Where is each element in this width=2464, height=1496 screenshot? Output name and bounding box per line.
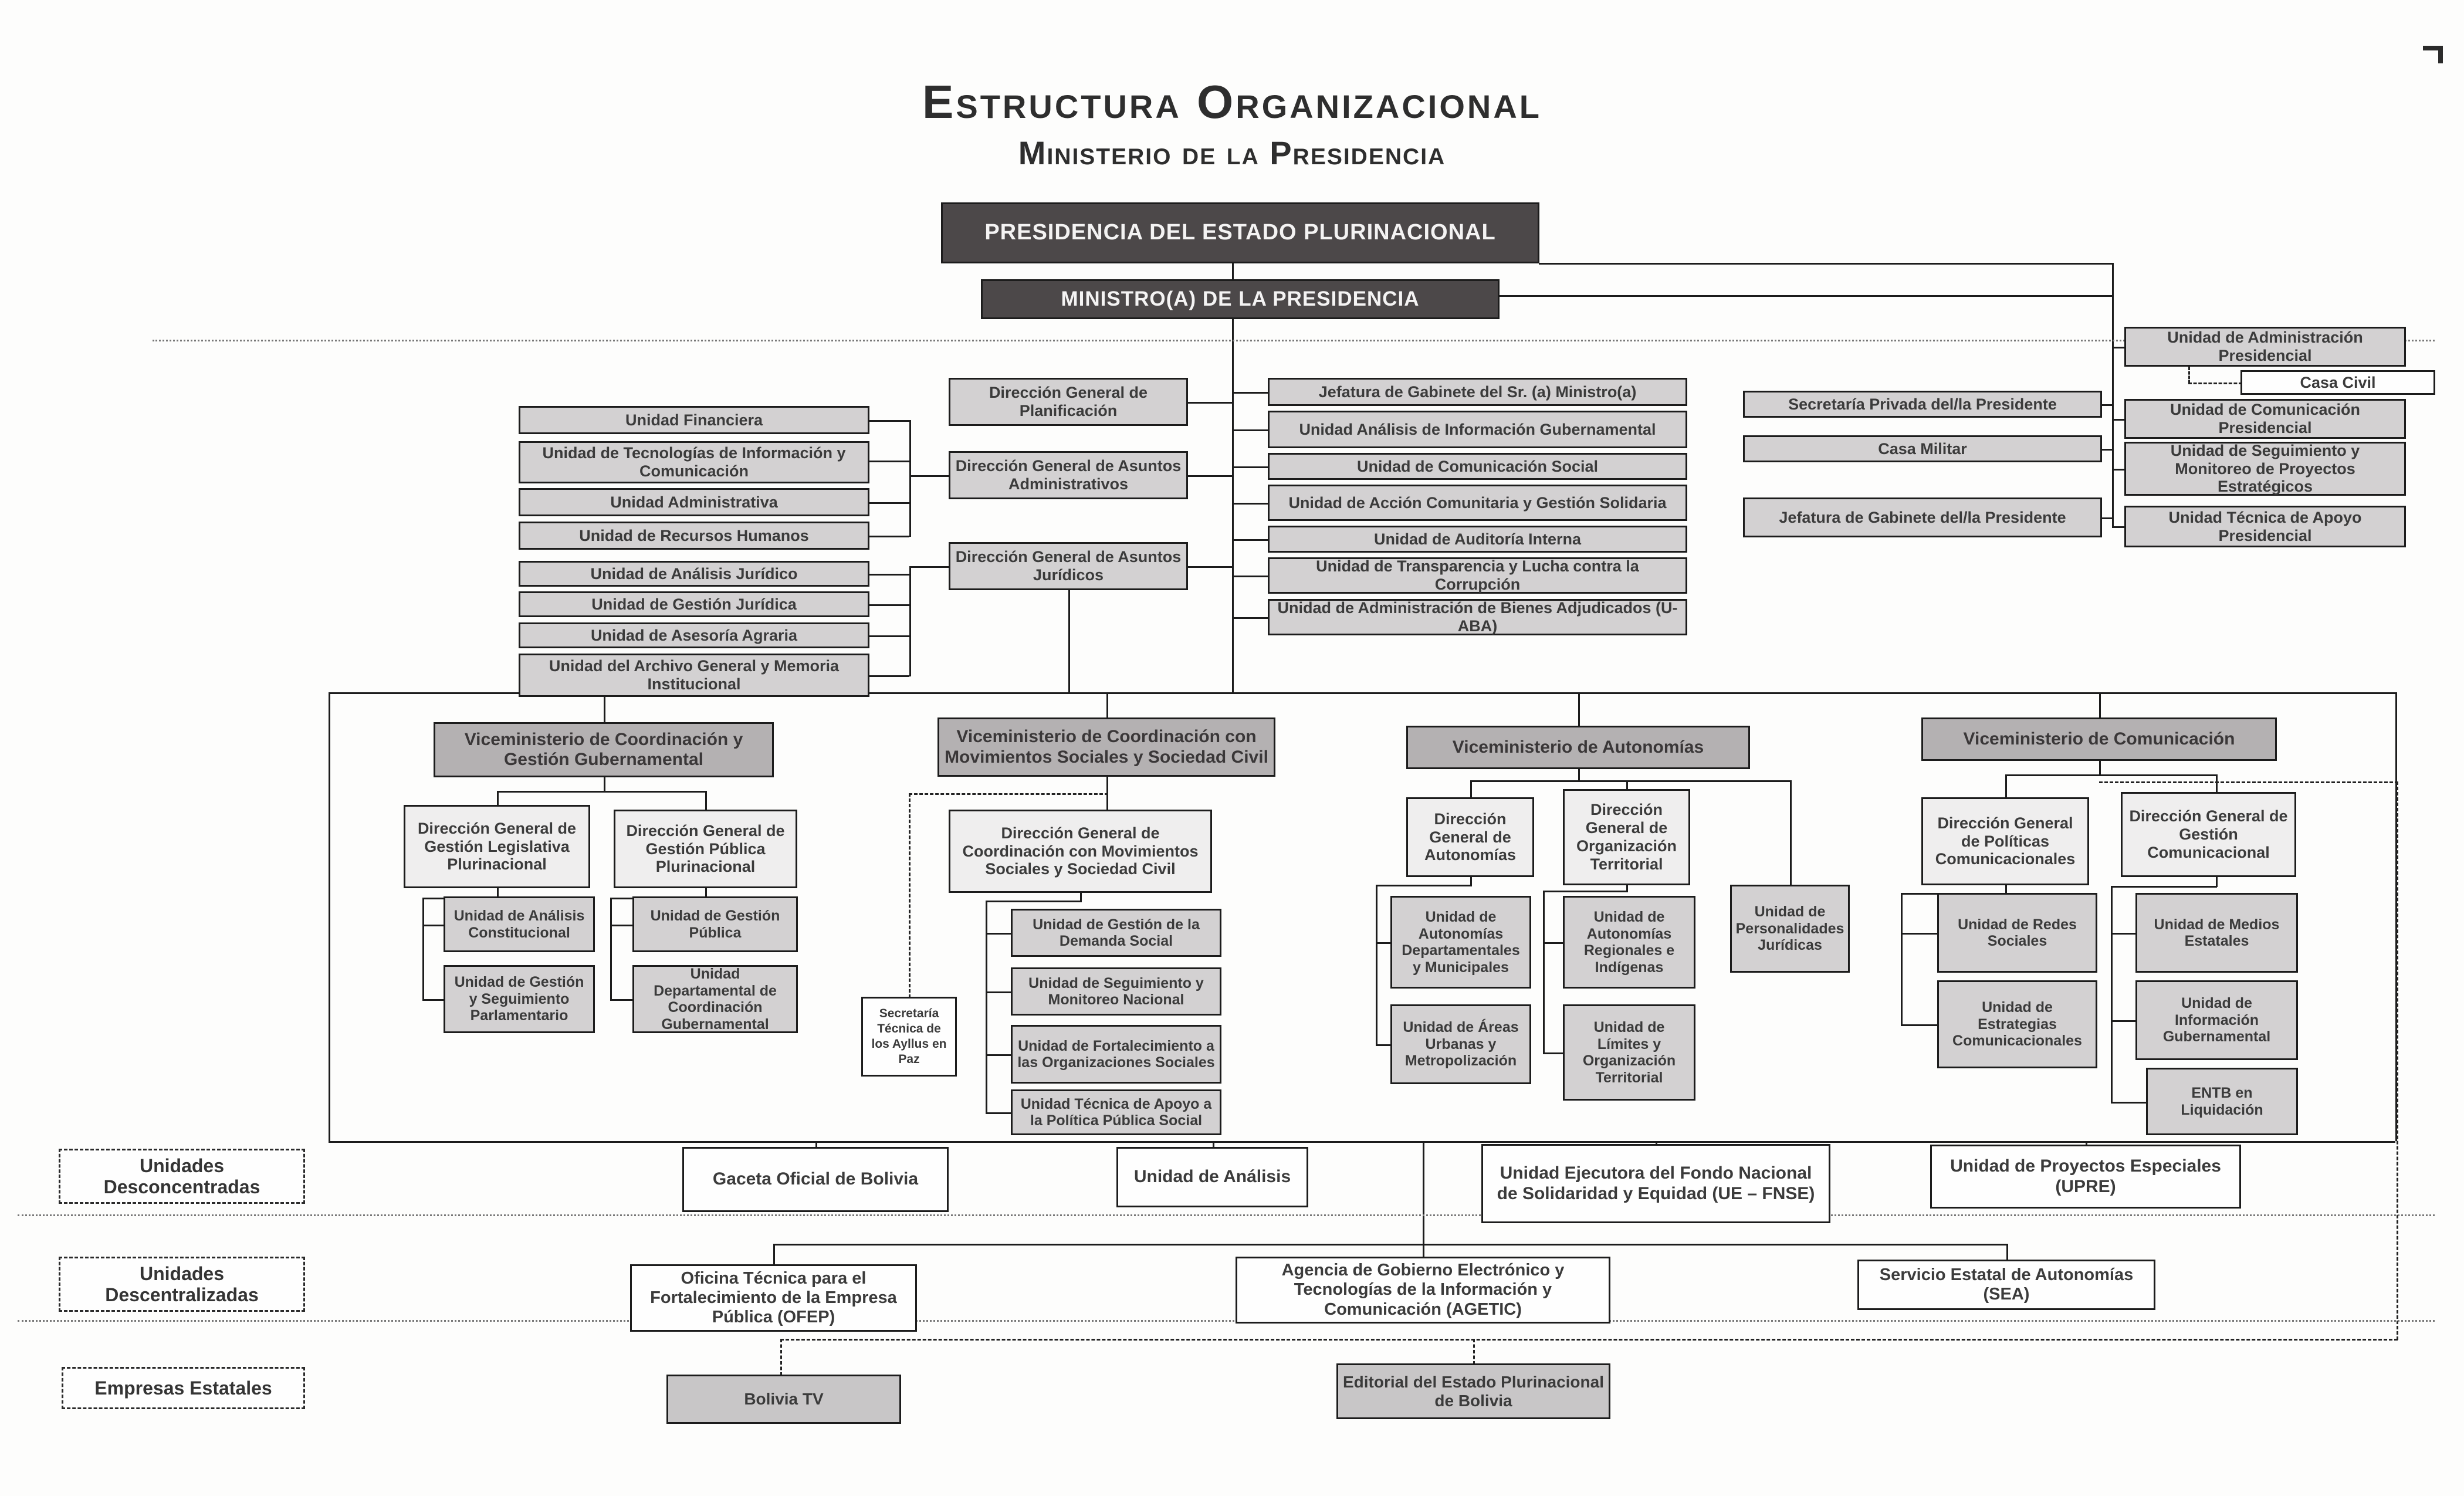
- node-unidad-auditoria-interna: Unidad de Auditoría Interna: [1268, 526, 1687, 553]
- node-unidad-rrhh: Unidad de Recursos Humanos: [519, 522, 869, 550]
- connector-line: [610, 999, 634, 1001]
- connector-line: [2216, 774, 2218, 793]
- connector-line: [1106, 692, 1108, 719]
- node-dg-gestion-legislativa: Dirección General de Gestión Legislativa Plurinacional: [404, 805, 590, 888]
- connector-line: [869, 675, 909, 677]
- connector-line: [869, 461, 909, 462]
- node-casa-civil: Casa Civil: [2240, 370, 2435, 395]
- connector-line: [1423, 1141, 1424, 1257]
- node-unidad-departamental-coordinacion: Unidad Departamental de Coordinación Gubernamental: [632, 965, 798, 1033]
- node-entb-liquidacion: ENTB en Liquidación: [2146, 1068, 2298, 1135]
- node-unidad-uaba: Unidad de Administración de Bienes Adjudicados (U-ABA): [1268, 599, 1687, 635]
- node-unidad-transparencia: Unidad de Transparencia y Lucha contra la Corrupción: [1268, 557, 1687, 594]
- connector-line: [909, 566, 950, 568]
- connector-line: [1539, 263, 2114, 265]
- connector-line: [909, 566, 911, 676]
- node-unidad-gestion-juridica: Unidad de Gestión Jurídica: [519, 591, 869, 617]
- node-unidad-monitoreo-nacional: Unidad de Seguimiento y Monitoreo Nacional: [1011, 967, 1221, 1016]
- node-bolivia-tv: Bolivia TV: [666, 1375, 901, 1424]
- connector-line: [1790, 780, 1792, 886]
- node-dg-asuntos-administrativos: Dirección General de Asuntos Administrativos: [949, 451, 1188, 499]
- connector-line: [1188, 402, 1234, 404]
- band-label-descentralizadas: Unidades Descentralizadas: [59, 1257, 305, 1312]
- connector-line: [909, 420, 911, 537]
- connector-line: [1543, 1052, 1564, 1054]
- page-subtitle: Ministerio de la Presidencia: [1018, 134, 1446, 171]
- connector-line: [986, 991, 1012, 993]
- connector-line: [329, 692, 330, 1141]
- connector-line: [909, 793, 911, 998]
- connector-line: [1232, 429, 1270, 431]
- connector-line: [1232, 576, 1270, 577]
- connector-line: [2099, 781, 2398, 783]
- node-agetic: Agencia de Gobierno Electrónico y Tecnologías de la Información y Comunicación (AGETIC): [1236, 1257, 1610, 1324]
- connector-line: [2112, 263, 2114, 528]
- connector-line: [422, 925, 445, 926]
- connector-line: [1543, 942, 1564, 944]
- node-unidad-analisis-constitucional: Unidad de Análisis Constitucional: [444, 896, 595, 952]
- connector-line: [2102, 404, 2114, 406]
- node-unidad-accion-comunitaria: Unidad de Acción Comunitaria y Gestión Solidaria: [1268, 485, 1687, 521]
- node-unidad-tecnica-apoyo: Unidad Técnica de Apoyo Presidencial: [2124, 506, 2406, 547]
- node-unidad-medios-estatales: Unidad de Medios Estatales: [2135, 893, 2298, 973]
- node-unidad-seguimiento-parlamentario: Unidad de Gestión y Seguimiento Parlamentario: [444, 965, 595, 1033]
- node-unidad-demanda-social: Unidad de Gestión de la Demanda Social: [1011, 909, 1221, 957]
- node-ofep: Oficina Técnica para el Fortalecimiento de la Empresa Pública (OFEP): [630, 1264, 917, 1332]
- connector-line: [2005, 774, 2218, 776]
- connector-line: [1232, 466, 1270, 468]
- node-unidad-financiera: Unidad Financiera: [519, 406, 869, 434]
- node-unidad-autonomias-departamentales: Unidad de Autonomías Departamentales y Municipales: [1390, 896, 1531, 989]
- connector-line: [2006, 1244, 2008, 1261]
- connector-line: [1470, 780, 1472, 798]
- node-vice-movimientos-sociales: Viceministerio de Coordinación con Movimientos Sociales y Sociedad Civil: [937, 717, 1275, 777]
- node-unidad-comunicacion-presidencial: Unidad de Comunicación Presidencial: [2124, 399, 2406, 439]
- node-jefatura-gabinete-ministro: Jefatura de Gabinete del Sr. (a) Ministro(a): [1268, 378, 1687, 406]
- connector-line: [780, 1339, 782, 1376]
- band-label-desconcentradas: Unidades Desconcentradas: [59, 1149, 305, 1204]
- node-casa-militar: Casa Militar: [1743, 435, 2102, 462]
- node-dg-coordinacion-movimientos: Dirección General de Coordinación con Movimientos Sociales y Sociedad Civil: [949, 810, 1212, 893]
- connector-line: [1232, 392, 1270, 394]
- node-unidad-fortalecimiento-organizaciones: Unidad de Fortalecimiento a las Organizaciones Sociales: [1011, 1025, 1221, 1084]
- connector-line: [2111, 1102, 2147, 1104]
- connector-line: [986, 1112, 1012, 1114]
- connector-line: [869, 536, 909, 537]
- scan-corner-mark: [2438, 46, 2443, 63]
- connector-line: [2099, 761, 2101, 776]
- connector-line: [610, 898, 612, 1000]
- connector-line: [2111, 933, 2137, 935]
- node-unidad-limites: Unidad de Límites y Organización Territorial: [1563, 1004, 1695, 1101]
- connector-line: [1188, 566, 1234, 568]
- node-vice-autonomias: Viceministerio de Autonomías: [1406, 726, 1750, 769]
- node-unidad-administrativa: Unidad Administrativa: [519, 488, 869, 516]
- connector-line: [610, 925, 634, 926]
- node-dg-politicas-comunicacionales: Dirección General de Políticas Comunicacionales: [1921, 797, 2089, 885]
- node-gaceta-oficial: Gaceta Oficial de Bolivia: [682, 1147, 949, 1212]
- node-unidad-archivo: Unidad del Archivo General y Memoria Institucional: [519, 654, 869, 697]
- connector-line: [153, 340, 2435, 341]
- connector-line: [1232, 617, 1270, 619]
- connector-line: [1543, 891, 1628, 892]
- connector-line: [1232, 503, 1270, 505]
- connector-line: [780, 1339, 2398, 1341]
- node-ue-fnse: Unidad Ejecutora del Fondo Nacional de Solidaridad y Equidad (UE – FNSE): [1481, 1144, 1830, 1223]
- node-unidad-redes-sociales: Unidad de Redes Sociales: [1937, 893, 2097, 973]
- connector-line: [1578, 692, 1580, 726]
- connector-line: [909, 475, 950, 477]
- node-unidad-administracion-presidencial: Unidad de Administración Presidencial: [2124, 327, 2406, 367]
- node-vice-gestion-gubernamental: Viceministerio de Coordinación y Gestión Gubernamental: [434, 722, 774, 777]
- node-unidad-estrategias-comunicacionales: Unidad de Estrategias Comunicacionales: [1937, 980, 2097, 1068]
- connector-line: [986, 901, 1082, 902]
- connector-line: [1232, 319, 1234, 693]
- node-dg-planificacion: Dirección General de Planificación: [949, 378, 1188, 426]
- band-label-empresas: Empresas Estatales: [62, 1367, 305, 1409]
- connector-line: [2397, 781, 2398, 1340]
- connector-line: [497, 791, 707, 793]
- connector-line: [18, 1214, 2435, 1216]
- connector-line: [2111, 1020, 2137, 1022]
- node-unidad-comunicacion-social: Unidad de Comunicación Social: [1268, 453, 1687, 480]
- connector-line: [2102, 517, 2114, 519]
- node-presidencia: PRESIDENCIA DEL ESTADO PLURINACIONAL: [941, 202, 1539, 263]
- node-unidad-apoyo-politica-social: Unidad Técnica de Apoyo a la Política Pública Social: [1011, 1089, 1221, 1135]
- node-unidad-gestion-publica: Unidad de Gestión Pública: [632, 896, 798, 952]
- connector-line: [422, 999, 445, 1001]
- node-unidad-areas-urbanas: Unidad de Áreas Urbanas y Metropolización: [1390, 1004, 1531, 1084]
- connector-line: [869, 420, 909, 422]
- connector-line: [2005, 774, 2007, 798]
- connector-line: [705, 791, 707, 811]
- connector-line: [1578, 769, 1580, 781]
- connector-line: [1499, 295, 2114, 297]
- connector-line: [869, 574, 909, 576]
- node-secretaria-privada-presidente: Secretaría Privada del/la Presidente: [1743, 391, 2102, 418]
- connector-line: [2111, 886, 2217, 888]
- connector-line: [1376, 942, 1392, 944]
- node-vice-comunicacion: Viceministerio de Comunicación: [1921, 717, 2277, 761]
- connector-line: [497, 791, 499, 806]
- node-dg-asuntos-juridicos: Dirección General de Asuntos Jurídicos: [949, 542, 1188, 590]
- node-unidad-autonomias-regionales: Unidad de Autonomías Regionales e Indígenas: [1563, 896, 1695, 989]
- connector-line: [1232, 539, 1270, 541]
- connector-line: [1901, 1024, 1938, 1026]
- connector-line: [2188, 367, 2190, 384]
- connector-line: [773, 1244, 775, 1265]
- connector-line: [1376, 885, 1472, 886]
- connector-line: [1470, 780, 1792, 782]
- connector-line: [1068, 590, 1070, 693]
- node-ministro: MINISTRO(A) DE LA PRESIDENCIA: [981, 279, 1500, 319]
- connector-line: [2099, 692, 2101, 719]
- connector-line: [986, 933, 1012, 935]
- connector-line: [1901, 893, 1903, 1025]
- connector-line: [1188, 475, 1234, 477]
- connector-line: [1232, 263, 1234, 281]
- connector-line: [1473, 1339, 1475, 1365]
- node-editorial-estado: Editorial del Estado Plurinacional de Bolivia: [1336, 1363, 1610, 1419]
- connector-line: [909, 793, 1108, 795]
- page-title: Estructura Organizacional: [922, 76, 1542, 128]
- connector-line: [1901, 933, 1938, 935]
- connector-line: [18, 1320, 2435, 1322]
- connector-line: [869, 635, 909, 637]
- node-secretaria-ayllus: Secretaría Técnica de los Ayllus en Paz: [861, 997, 957, 1077]
- node-unidad-analisis-juridico: Unidad de Análisis Jurídico: [519, 561, 869, 587]
- node-unidad-personalidades-juridicas: Unidad de Personalidades Jurídicas: [1730, 885, 1850, 973]
- connector-line: [604, 777, 605, 792]
- node-unidad-de-analisis: Unidad de Análisis: [1116, 1147, 1308, 1207]
- connector-line: [1376, 885, 1377, 1045]
- connector-line: [422, 898, 424, 1000]
- connector-line: [2102, 449, 2114, 451]
- node-sea: Servicio Estatal de Autonomías (SEA): [1857, 1260, 2155, 1310]
- connector-line: [869, 604, 909, 606]
- node-unidad-asesoria-agraria: Unidad de Asesoría Agraria: [519, 622, 869, 648]
- node-jefatura-gabinete-presidente: Jefatura de Gabinete del/la Presidente: [1743, 497, 2102, 537]
- connector-line: [1376, 1044, 1392, 1046]
- connector-line: [869, 502, 909, 504]
- connector-line: [773, 1244, 2008, 1245]
- connector-line: [1543, 891, 1545, 1054]
- connector-line: [2111, 886, 2113, 1103]
- connector-line: [2188, 383, 2242, 384]
- node-unidad-analisis-informacion: Unidad Análisis de Información Gubernamental: [1268, 411, 1687, 448]
- node-unidad-informacion-gubernamental: Unidad de Información Gubernamental: [2135, 980, 2298, 1060]
- connector-line: [986, 1054, 1012, 1056]
- node-dg-gestion-publica-plurinacional: Dirección General de Gestión Pública Plurinacional: [614, 810, 797, 888]
- node-dg-gestion-comunicacional: Dirección General de Gestión Comunicacional: [2121, 792, 2296, 877]
- node-unidad-seguimiento-proyectos: Unidad de Seguimiento y Monitoreo de Proyectos Estratégicos: [2124, 442, 2406, 496]
- node-upre: Unidad de Proyectos Especiales (UPRE): [1930, 1145, 2241, 1209]
- node-unidad-tic: Unidad de Tecnologías de Información y Comunicación: [519, 441, 869, 483]
- node-dg-organizacion-territorial: Dirección General de Organización Territorial: [1563, 789, 1690, 885]
- node-dg-autonomias: Dirección General de Autonomías: [1406, 797, 1534, 877]
